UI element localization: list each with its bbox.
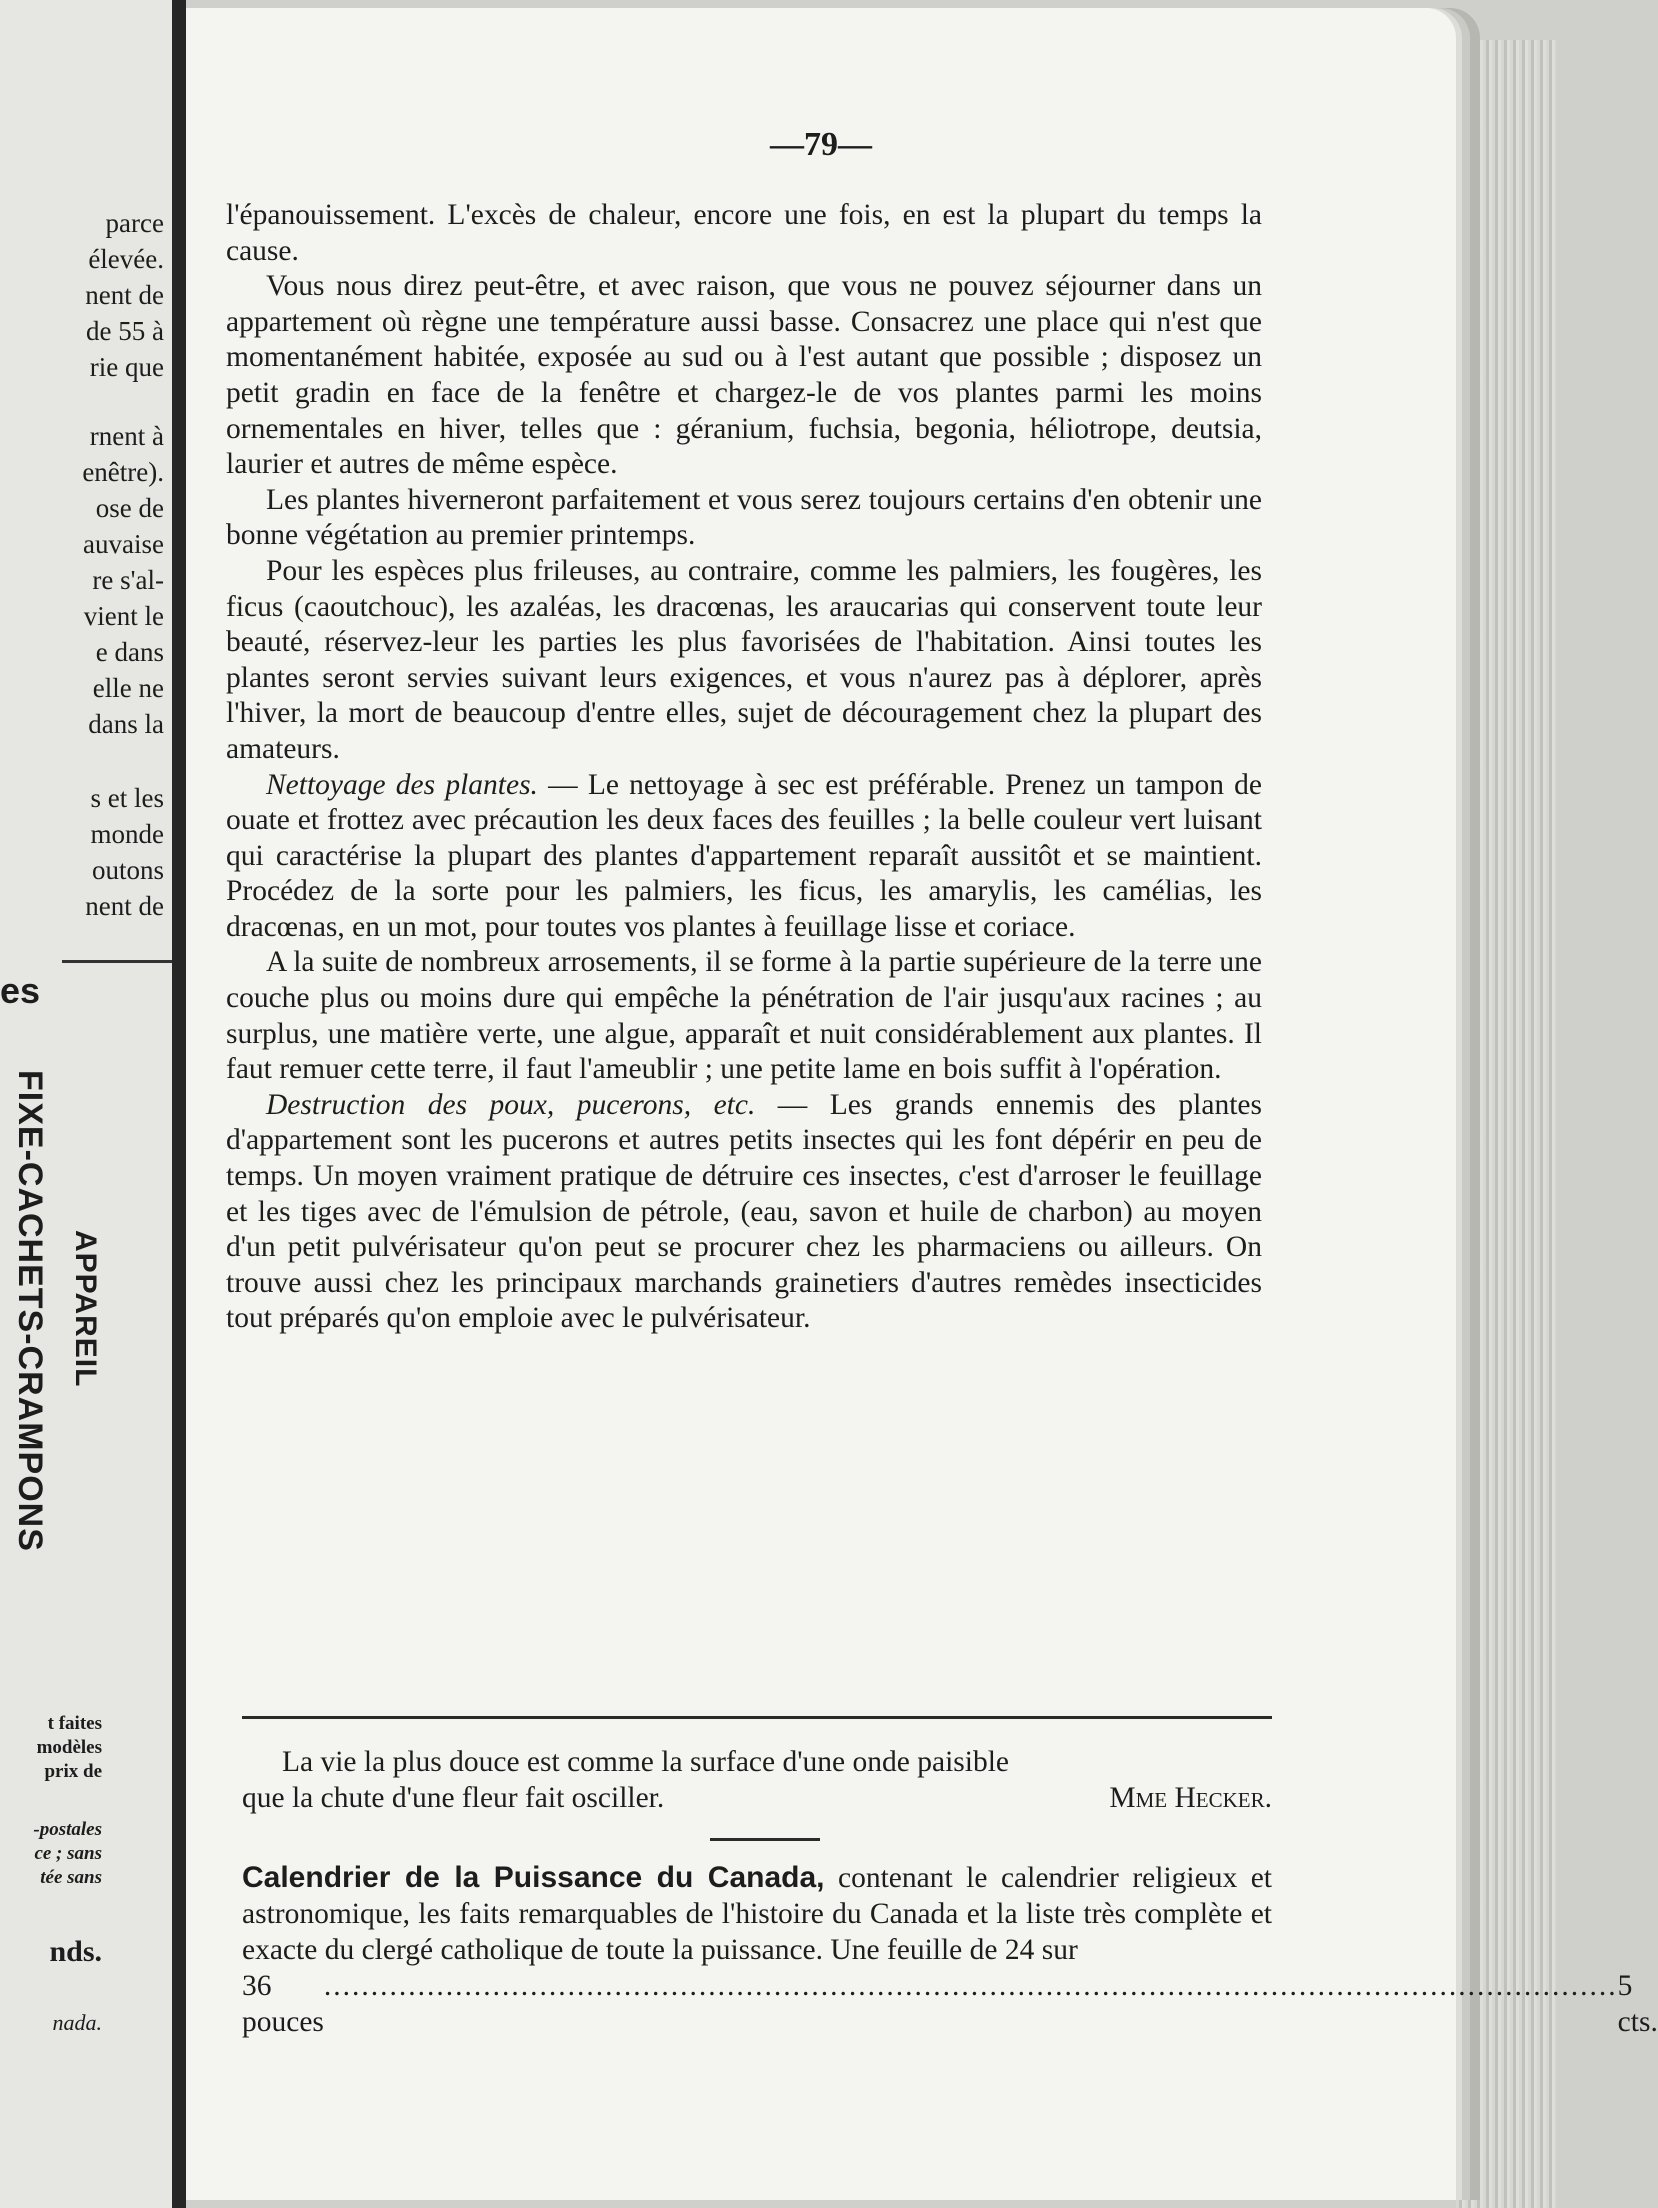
- article-body: [226, 198, 1262, 1337]
- page-number: —79—: [770, 126, 872, 163]
- quotation: [242, 1744, 1272, 1816]
- left-line: re s'al-: [92, 565, 164, 595]
- left-line: parce: [105, 208, 164, 238]
- ad-paragraph: [242, 1860, 1272, 1968]
- left-line: monde: [90, 819, 164, 849]
- paragraph-lead: Nettoyage des plantes.: [266, 768, 538, 801]
- paragraph-lead: Destruction des poux, pucerons, etc.: [266, 1088, 756, 1121]
- ad-title: Calendrier de la Puissance du Canada,: [242, 1861, 825, 1894]
- quote-line-2: que la chute d'une fleur fait osciller.: [242, 1782, 665, 1814]
- left-small-line: ce ; sans: [34, 1843, 102, 1864]
- paragraph: l'épanouissement. L'excès de chaleur, encore une fois, en est la plupart du temps la cause.: [226, 199, 1262, 267]
- ad-item: 36 pouces: [242, 1970, 324, 2038]
- left-small-line: modèles: [36, 1737, 102, 1758]
- left-line: enêtre).: [82, 457, 164, 487]
- paragraph: [226, 1088, 1262, 1337]
- left-text-block-3: [0, 780, 164, 924]
- left-line: dans la: [88, 709, 164, 739]
- left-line: ose de: [95, 493, 164, 523]
- paragraph: [226, 768, 1262, 946]
- ad-leader-dots: ..........................................................................................................................................: [323, 1970, 1618, 2002]
- book-page: [186, 8, 1658, 2200]
- left-text-block-2: [0, 418, 164, 742]
- left-line: nent de: [85, 280, 164, 310]
- page-stack-edge: [1456, 40, 1556, 2208]
- left-line: élevée.: [88, 244, 164, 274]
- ad-price: 5 cts.: [1617, 1970, 1658, 2038]
- left-line: e dans: [95, 637, 164, 667]
- left-small-line: -postales: [33, 1819, 102, 1840]
- paragraph-text: — Le nettoyage à sec est préférable. Prenez un tampon de ouate et frottez avec précaution les deux faces des feuilles ; la belle couleur vert luisant qui caractérise la plupart des plantes d'appartement reparaît aussitôt et se maintient. Procédez de la sorte pour les palmiers, les ficus, les amarylis, les camélias, les dracœnas, en un mot, pour toutes vos plantes à feuillage lisse et coriace.: [226, 768, 1263, 943]
- short-separator-rule: [710, 1838, 820, 1841]
- left-small-line: t faites: [47, 1713, 102, 1734]
- left-page-fragment: [0, 0, 172, 2208]
- left-vertical-title: FIXE-CACHETS-CRAMPONS: [11, 1070, 49, 1552]
- book-gutter: [172, 0, 186, 2208]
- left-text-block-1: [0, 205, 164, 385]
- left-line: rnent à: [89, 421, 164, 451]
- left-line: auvaise: [83, 529, 164, 559]
- left-rule: [62, 960, 172, 963]
- left-line: vient le: [83, 601, 164, 631]
- ad-price-line: [242, 1968, 1658, 2040]
- left-small-block-2: [0, 1818, 102, 1890]
- left-fragment-nds: nds.: [49, 1935, 102, 1968]
- ad-text: contenant le calendrier religieux et astronomique, les faits remarquables de l'histoire du Canada et la liste très complète et exacte du clergé catholique de toute la puissance. Une feuille de 24 sur: [242, 1862, 1272, 1966]
- left-vertical-title-2: APPAREIL: [69, 1230, 102, 1388]
- separator-rule: [242, 1716, 1272, 1719]
- paragraph: A la suite de nombreux arrosements, il se forme à la partie supérieure de la terre une couche plus ou moins dure qui empêche la pénétration de l'air jusqu'aux racines ; au surplus, une matière verte, une algue, apparaît et nuit considérablement aux plantes. Il faut remuer cette terre, il faut l'ameublir ; une petite lame en bois suffit à l'opération.: [226, 946, 1262, 1086]
- left-heading-fragment: es: [0, 970, 41, 1011]
- paragraph: Vous nous direz peut-être, et avec raison, que vous ne pouvez séjourner dans un appartement où règne une température aussi basse. Consacrez une place qui n'est que momentanément habitée, exposée au sud ou à l'est autant que possible ; disposez un petit gradin en face de la fenêtre et chargez-le de vos plantes parmi les moins ornementales en hiver, telles que : géranium, fuchsia, begonia, héliotrope, deutsia, laurier et autres de même espèce.: [226, 270, 1262, 481]
- quote-line-2-row: [242, 1780, 1272, 1816]
- quote-author: Mme Hecker.: [1109, 1782, 1272, 1814]
- paragraph: Pour les espèces plus frileuses, au contraire, comme les palmiers, les fougères, les ficus (caoutchouc), les azaléas, les dracœnas, les araucarias qui conservent toute leur beauté, réservez-leur les parties les plus favorisées de l'habitation. Ainsi toutes les plantes seront servies suivant leurs exigences, et vous n'aurez pas à déplorer, après l'hiver, la mort de beaucoup d'entre elles, sujet de découragement chez la plupart des amateurs.: [226, 554, 1262, 765]
- left-small-line: prix de: [44, 1761, 102, 1782]
- left-line: nent de: [85, 891, 164, 921]
- left-small-line: tée sans: [40, 1867, 102, 1888]
- left-line: outons: [91, 855, 164, 885]
- left-line: rie que: [89, 352, 164, 382]
- left-line: de 55 à: [86, 316, 164, 346]
- left-fragment-nada: nada.: [52, 2010, 102, 2035]
- paragraph: Les plantes hiverneront parfaitement et vous serez toujours certains d'en obtenir une bonne végétation au premier printemps.: [226, 483, 1262, 552]
- left-small-block-1: [0, 1712, 102, 1784]
- left-line: s et les: [90, 783, 164, 813]
- quote-line-1: La vie la plus douce est comme la surface d'une onde paisible: [282, 1746, 1009, 1778]
- advertisement: [242, 1860, 1658, 2040]
- left-line: elle ne: [92, 673, 164, 703]
- paragraph-text: — Les grands ennemis des plantes d'appartement sont les pucerons et autres petits insectes qui les font dépérir en peu de temps. Un moyen vraiment pratique de détruire ces insectes, c'est d'arroser le feuillage et les tiges avec de l'émulsion de pétrole, (eau, savon et huile de charbon) au moyen d'un petit pulvérisateur qu'on peut se procurer chez les pharmaciens ou ailleurs. On trouve aussi chez les principaux marchands grainetiers d'autres remèdes insecticides tout préparés qu'on emploie avec le pulvérisateur.: [226, 1088, 1262, 1335]
